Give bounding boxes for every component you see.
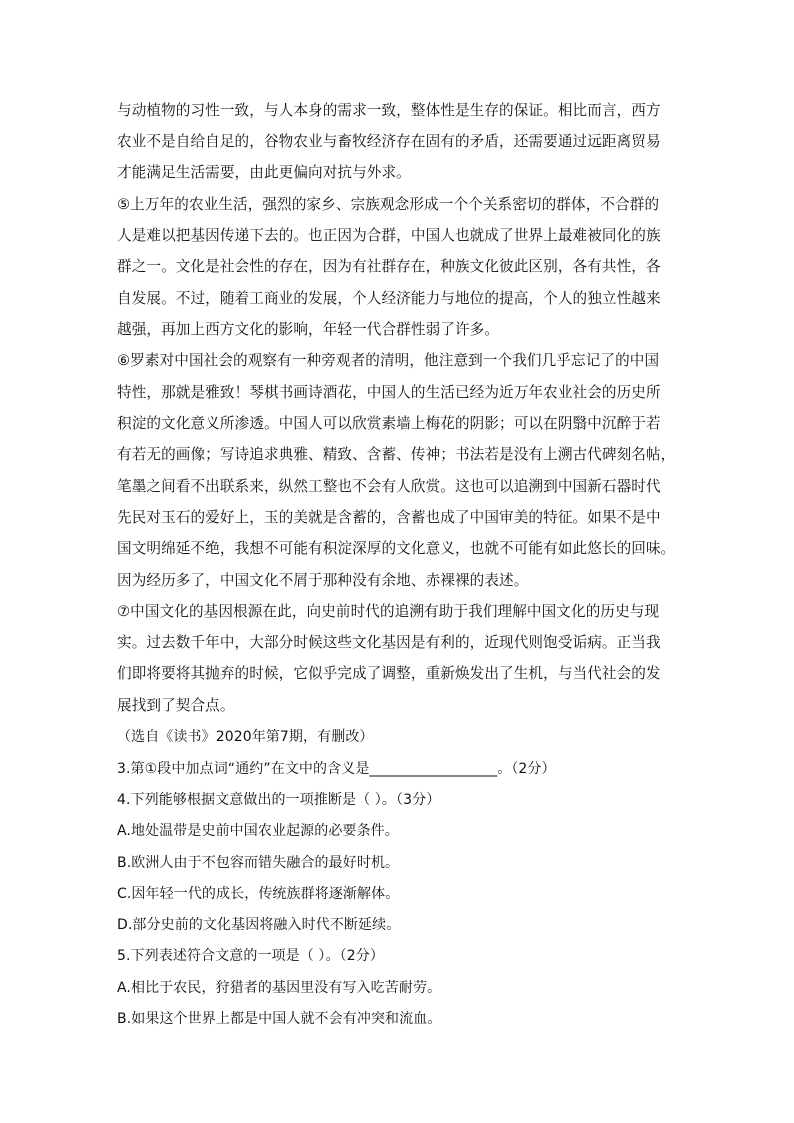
source-note: （选自《读书》2020年第7期，有删改）	[117, 729, 374, 745]
passage-line: 有若无的画像；写诗追求典雅、精致、含蓄、传神；书法若是没有上溯古代碑刻名帖，	[117, 446, 676, 463]
paragraph-6-start: ⑥罗素对中国社会的观察有一种旁观者的清明，他注意到一个我们几乎忘记了的中国	[117, 352, 660, 369]
passage-line: 自发展。不过，随着工商业的发展，个人经济能力与地位的提高，个人的独立性越来	[117, 290, 661, 307]
passage-line: 们即将要将其抛弃的时候，它似乎完成了调整，重新焕发出了生机，与当代社会的发	[117, 665, 661, 682]
passage-line: 因为经历多了，中国文化不屑于那种没有余地、赤裸裸的表述。	[117, 572, 529, 589]
question-3: 3.第①段中加点词“通约”在文中的含义是__________________。（2分）	[117, 761, 556, 777]
paragraph-5-start: ⑤上万年的农业生活，强烈的家乡、宗族观念形成一个个关系密切的群体，不合群的	[117, 196, 660, 213]
passage-line: 先民对玉石的爱好上，玉的美就是含蓄的，含蓄也成了中国审美的特征。如果不是中	[117, 509, 661, 526]
passage-line: 实。过去数千年中，大部分时候这些文化基因是有利的，近现代则饱受诟病。正当我	[117, 634, 661, 651]
question-4-option-c: C.因年轻一代的成长，传统族群将逐渐解体。	[117, 886, 400, 902]
passage-line: 与动植物的习性一致，与人本身的需求一致，整体性是生存的保证。相比而言，西方	[117, 102, 661, 119]
passage-line: 人是难以把基因传递下去的。也正因为合群，中国人也就成了世界上最难被同化的族	[117, 227, 661, 244]
question-4-option-b: B.欧洲人由于不包容而错失融合的最好时机。	[117, 855, 400, 871]
passage-line: 越强，再加上西方文化的影响，年轻一代合群性弱了许多。	[117, 321, 500, 338]
passage-line: 积淀的文化意义所渗透。中国人可以欣赏素墙上梅花的阴影；可以在阴翳中沉醉于若	[117, 415, 661, 432]
question-4-option-a: A.地处温带是史前中国农业起源的必要条件。	[117, 823, 399, 839]
passage-line: 笔墨之间看不出联系来，纵然工整也不会有人欣赏。这也可以追溯到中国新石器时代	[117, 478, 661, 495]
passage-line: 展找到了契合点。	[117, 697, 235, 714]
question-4-option-d: D.部分史前的文化基因将融入时代不断延续。	[117, 917, 401, 933]
question-5: 5.下列表述符合文意的一项是（ ）。（2分）	[117, 948, 384, 964]
paragraph-7-start: ⑦中国文化的基因根源在此，向史前时代的追溯有助于我们理解中国文化的历史与现	[117, 603, 660, 620]
passage-line: 农业不是自给自足的，谷物农业与畜牧经济存在固有的矛盾，还需要通过远距离贸易	[117, 133, 661, 150]
passage-line: 群之一。文化是社会性的存在，因为有社群存在，种族文化彼此区别，各有共性，各	[117, 258, 661, 275]
passage-line: 才能满足生活需要，由此更偏向对抗与外求。	[117, 164, 411, 181]
passage-line: 国文明绵延不绝，我想不可能有积淀深厚的文化意义，也就不可能有如此悠长的回味。	[117, 540, 676, 557]
question-5-option-a: A.相比于农民，狩猎者的基因里没有写入吃苦耐劳。	[117, 980, 442, 996]
passage-line: 特性，那就是雅致！琴棋书画诗酒花，中国人的生活已经为近万年农业社会的历史所	[117, 384, 661, 401]
question-4: 4.下列能够根据文意做出的一项推断是（ ）。（3分）	[117, 792, 441, 808]
question-5-option-b: B.如果这个世界上都是中国人就不会有冲突和流血。	[117, 1011, 442, 1027]
